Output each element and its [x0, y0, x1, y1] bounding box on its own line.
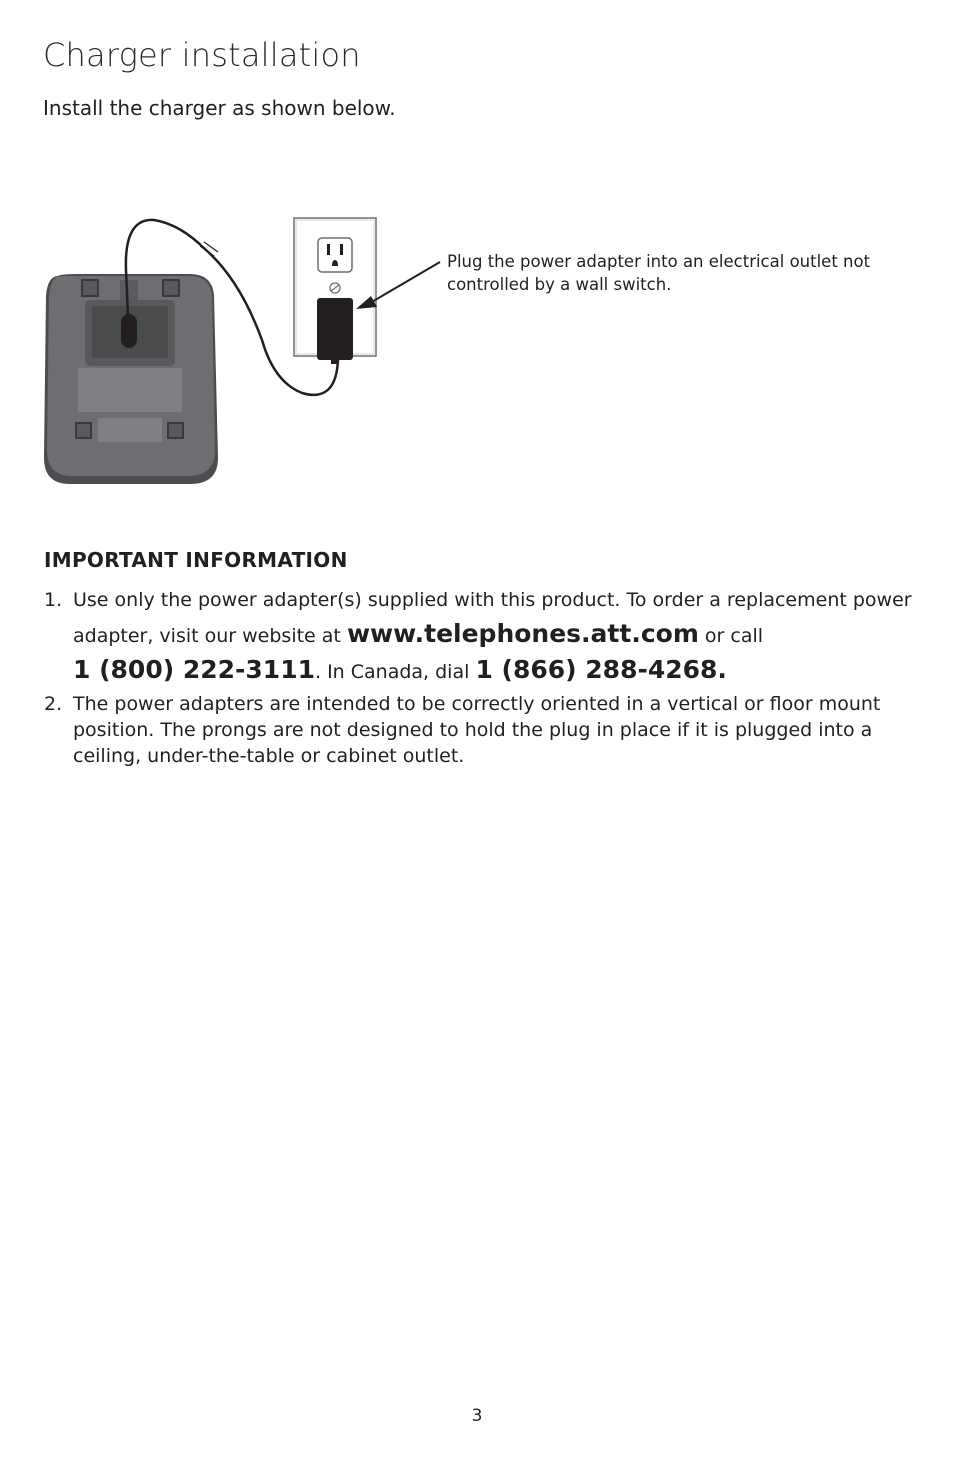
charger-base	[44, 274, 218, 484]
list-text: Use only the power adapter(s) supplied with this product. To order a replacement power adapter, visit our website at	[73, 589, 912, 647]
website-link[interactable]: www.telephones.att.com	[346, 619, 699, 648]
important-information-heading: IMPORTANT INFORMATION	[44, 548, 348, 572]
list-item	[44, 583, 914, 689]
power-adapter	[317, 298, 353, 364]
list-item	[44, 691, 914, 769]
list-text: . In Canada, dial	[314, 661, 476, 683]
important-information-list	[44, 583, 914, 769]
list-number: 2.	[44, 693, 63, 715]
page-number: 3	[471, 1406, 483, 1426]
outlet-callout: Plug the power adapter into an electrical outlet not controlled by a wall switch.	[447, 252, 871, 294]
charger-installation-illustration	[40, 210, 460, 495]
list-number: 1.	[44, 589, 63, 611]
list-text: The power adapters are intended to be correctly oriented in a vertical or floor mount position. The prongs are not designed to hold the plug in place if it is plugged into a ceiling, under-the-table or cabinet outlet.	[73, 693, 881, 767]
page-title: Charger installation	[43, 36, 361, 74]
us-phone-number: 1 (800) 222-3111	[73, 655, 315, 684]
list-text: or call	[698, 625, 764, 647]
list-text: .	[717, 655, 727, 684]
intro-text: Install the charger as shown below.	[43, 96, 396, 120]
canada-phone-number: 1 (866) 288-4268	[475, 655, 718, 684]
